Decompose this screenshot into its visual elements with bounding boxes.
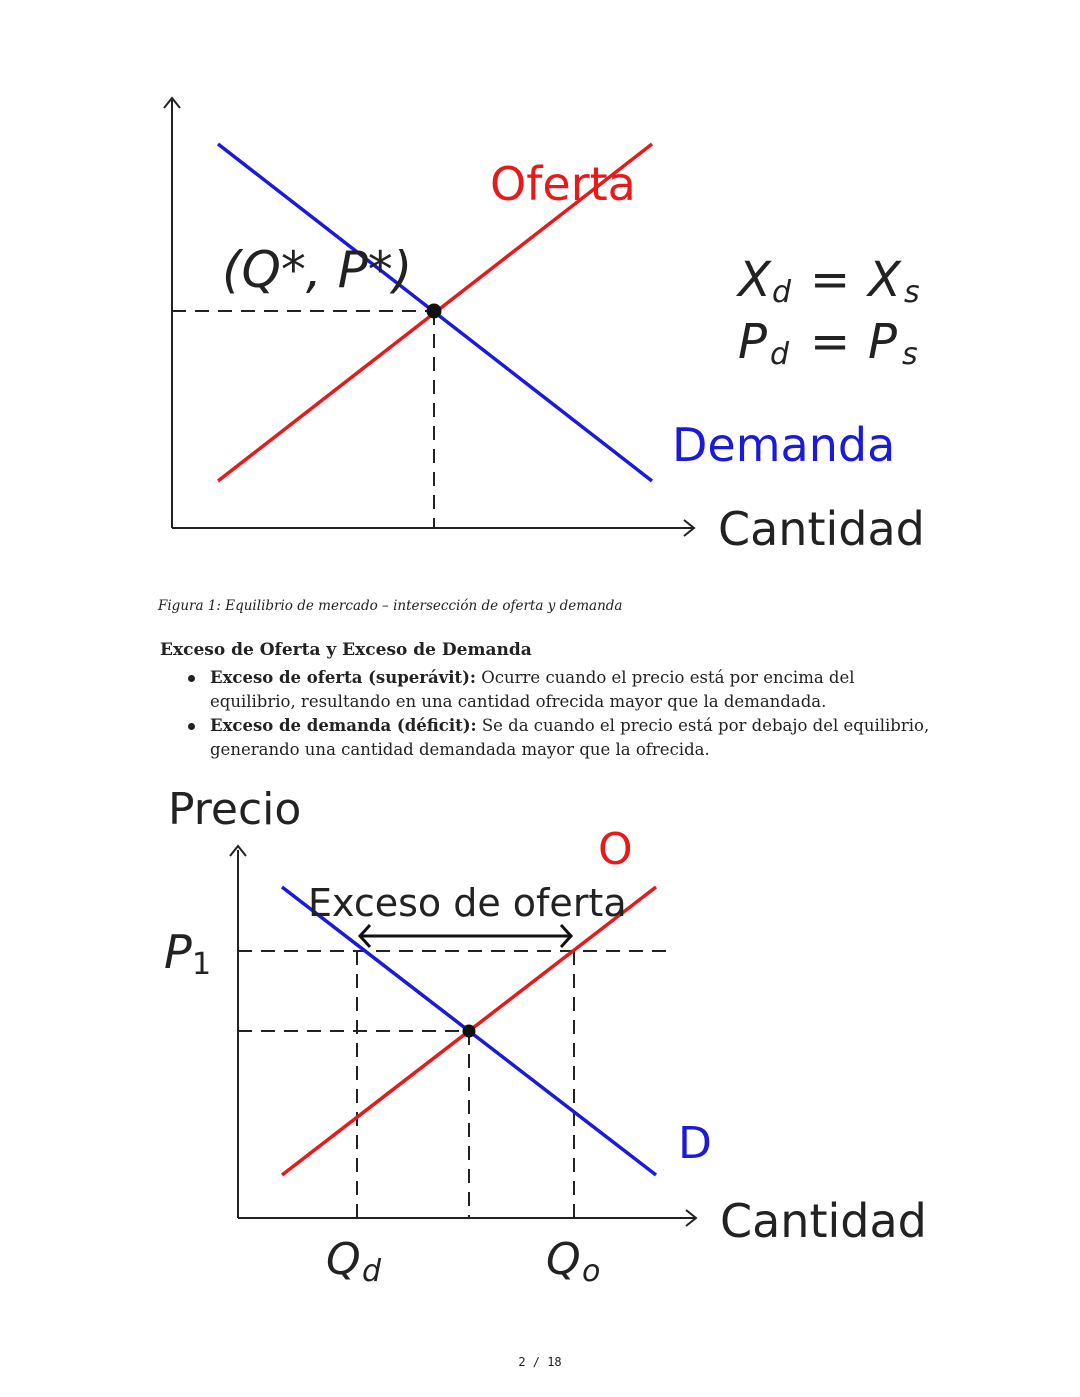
bullet-list — [210, 666, 930, 762]
fig2-equilibrium-point — [463, 1025, 476, 1038]
svg-text:=: = — [810, 252, 851, 308]
svg-text:Q: Q — [546, 1234, 581, 1285]
svg-text:s: s — [902, 337, 918, 372]
fig1-quantity-equation — [735, 252, 920, 310]
bullet-text: Se da cuando el precio está por debajo del equilibrio, generando una cantidad demandada mayor que la ofrecida. — [210, 716, 930, 759]
fig2-demand-label: D — [678, 1118, 712, 1169]
bullet-text: Ocurre cuando el precio está por encima del equilibrio, resultando en una cantidad ofrecida mayor que la demandada. — [210, 668, 855, 711]
svg-text:d: d — [772, 275, 792, 310]
fig2-p1-label — [164, 925, 211, 982]
fig2-excess-label: Exceso de oferta — [308, 881, 627, 925]
bullet-dot-icon — [188, 723, 195, 730]
fig2-qo-label — [546, 1234, 600, 1289]
list-item — [210, 714, 930, 762]
svg-text:=: = — [810, 314, 851, 370]
svg-text:d: d — [362, 1254, 382, 1289]
bullet-term: Exceso de demanda (déficit): — [210, 716, 477, 735]
figure-1-caption: Figura 1: Equilibrio de mercado – intersección de oferta y demanda — [158, 598, 623, 614]
fig1-supply-label: Oferta — [490, 157, 636, 211]
svg-text:s: s — [904, 275, 920, 310]
bullet-dot-icon — [188, 675, 195, 682]
figure-1-equilibrium — [0, 0, 1080, 590]
svg-text:1: 1 — [192, 947, 212, 982]
figure-2-excess-supply — [0, 770, 1080, 1330]
fig2-x-axis-label: Cantidad — [720, 1194, 927, 1248]
fig1-x-axis-label: Cantidad — [718, 502, 925, 556]
svg-text:P: P — [738, 314, 767, 370]
fig2-qd-label — [326, 1234, 382, 1289]
fig1-demand-label: Demanda — [672, 418, 896, 472]
svg-text:P: P — [164, 925, 192, 979]
svg-text:X: X — [868, 252, 901, 308]
section-title: Exceso de Oferta y Exceso de Demanda — [160, 640, 532, 660]
fig2-y-axis-label: Precio — [168, 784, 302, 835]
page-number: 2 / 18 — [518, 1355, 562, 1369]
svg-text:P: P — [868, 314, 897, 370]
svg-text:Q: Q — [326, 1234, 361, 1285]
fig1-price-equation — [738, 314, 918, 372]
fig1-equilibrium-point — [427, 304, 442, 319]
svg-text:X: X — [738, 252, 771, 308]
list-item — [210, 666, 930, 714]
svg-text:d: d — [770, 337, 790, 372]
fig1-equilibrium-label: (Q*, P*) — [222, 241, 413, 299]
svg-text:o: o — [582, 1254, 601, 1289]
fig2-supply-label: O — [598, 824, 633, 875]
bullet-term: Exceso de oferta (superávit): — [210, 668, 477, 687]
